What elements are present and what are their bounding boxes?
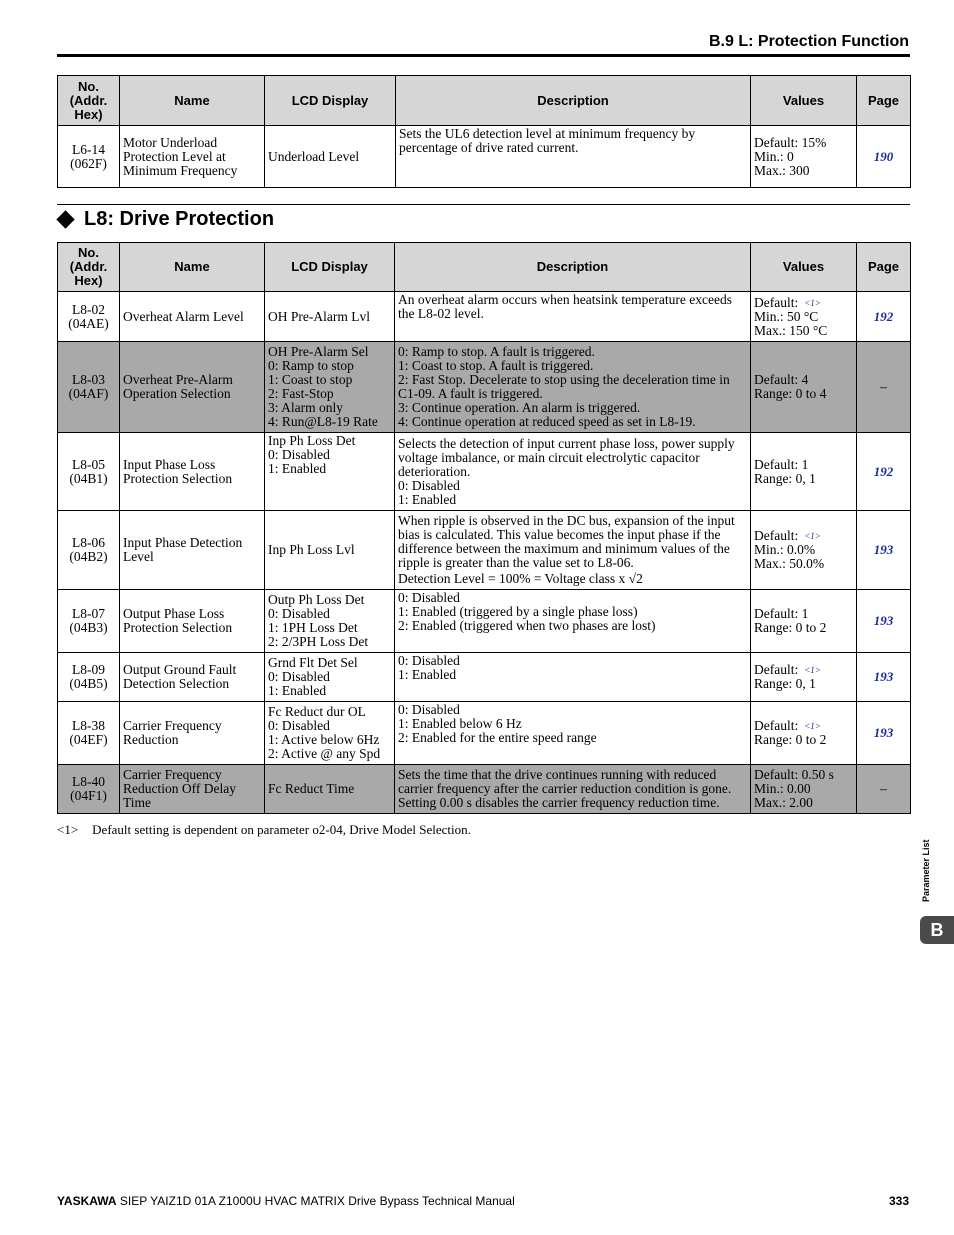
page-link[interactable]: 193	[857, 702, 911, 765]
footer-brand: YASKAWA	[57, 1194, 117, 1208]
page-cell: –	[857, 342, 911, 433]
param-name: Motor Underload Protection Level at Minimum Frequency	[120, 126, 265, 188]
footnote-text: Default setting is dependent on parameter o2-04, Drive Model Selection.	[92, 822, 471, 837]
param-number: L8-40 (04F1)	[58, 765, 120, 814]
param-lcd: Grnd Flt Det Sel 0: Disabled 1: Enabled	[265, 653, 395, 702]
diamond-icon	[56, 210, 74, 228]
col-values: Values	[751, 76, 857, 126]
table-header-row	[58, 243, 911, 292]
col-no: No. (Addr. Hex)	[58, 76, 120, 126]
footnote-mark: <1>	[57, 822, 79, 837]
param-number: L6-14 (062F)	[58, 126, 120, 188]
table-row	[58, 765, 911, 814]
table-row	[58, 342, 911, 433]
parameter-table-l6	[57, 75, 911, 188]
page-link[interactable]: 190	[857, 126, 911, 188]
param-lcd: OH Pre-Alarm Sel 0: Ramp to stop 1: Coast to stop 2: Fast-Stop 3: Alarm only 4: Run@L8-19 Rate	[265, 342, 395, 433]
page-link[interactable]: 193	[857, 590, 911, 653]
table-row	[58, 653, 911, 702]
col-name: Name	[120, 76, 265, 126]
col-lcd: LCD Display	[265, 76, 396, 126]
param-description: Sets the UL6 detection level at minimum frequency by percentage of drive rated current.	[396, 126, 751, 188]
section-rule	[57, 204, 910, 205]
param-description: 0: Disabled 1: Enabled below 6 Hz 2: Enabled for the entire speed range	[395, 702, 751, 765]
param-number: L8-05 (04B1)	[58, 433, 120, 511]
col-no: No. (Addr. Hex)	[58, 243, 120, 292]
section-title: L8: Drive Protection	[57, 208, 274, 231]
param-description: Sets the time that the drive continues running with reduced carrier frequency after the carrier reduction condition is gone. Setting 0.00 s disables the carrier frequency reduction time.	[395, 765, 751, 814]
footnote-ref[interactable]: <1>	[804, 531, 821, 541]
col-description: Description	[395, 243, 751, 292]
detection-formula: Detection Level = 100% = Voltage class x √2	[398, 571, 643, 586]
param-values: Default: $^{<1>}$ Range: 0, 1	[751, 653, 857, 702]
param-name: Carrier Frequency Reduction	[120, 702, 265, 765]
param-name: Output Ground Fault Detection Selection	[120, 653, 265, 702]
table-row	[58, 126, 911, 188]
col-page: Page	[857, 76, 911, 126]
param-values: Default: 0.50 s Min.: 0.00 Max.: 2.00	[751, 765, 857, 814]
footnote-ref[interactable]: <1>	[804, 665, 821, 675]
param-number: L8-06 (04B2)	[58, 511, 120, 590]
page-link[interactable]: 193	[857, 511, 911, 590]
footnote-ref[interactable]: <1>	[804, 297, 821, 308]
param-lcd: Fc Reduct dur OL 0: Disabled 1: Active below 6Hz 2: Active @ any Spd	[265, 702, 395, 765]
col-lcd: LCD Display	[265, 243, 395, 292]
param-number: L8-02 (04AE)	[58, 292, 120, 342]
param-description: 0: Disabled 1: Enabled	[395, 653, 751, 702]
param-lcd: Inp Ph Loss Det 0: Disabled 1: Enabled	[265, 433, 395, 511]
page-number: 333	[888, 1194, 909, 1208]
page-link[interactable]: 193	[857, 653, 911, 702]
page-link[interactable]: 192	[857, 433, 911, 511]
param-lcd: Underload Level	[265, 126, 396, 188]
param-name: Input Phase Loss Protection Selection	[120, 433, 265, 511]
footer-text: SIEP YAIZ1D 01A Z1000U HVAC MATRIX Drive Bypass Technical Manual	[119, 1194, 515, 1208]
footer	[57, 1194, 515, 1208]
param-description: 0: Disabled 1: Enabled (triggered by a single phase loss) 2: Enabled (triggered when two phases are lost)	[395, 590, 751, 653]
table-row	[58, 511, 911, 590]
param-name: Overheat Alarm Level	[120, 292, 265, 342]
param-name: Carrier Frequency Reduction Off Delay Time	[120, 765, 265, 814]
param-name: Overheat Pre-Alarm Operation Selection	[120, 342, 265, 433]
footnote-ref[interactable]: <1>	[804, 721, 821, 731]
col-values: Values	[751, 243, 857, 292]
param-values: Default: $^{<1>}$ Min.: 0.0% Max.: 50.0%	[751, 511, 857, 590]
param-values: Default: $^{<1>}$ Range: 0 to 2	[751, 702, 857, 765]
table-row	[58, 292, 911, 342]
parameter-table-l8	[57, 242, 911, 814]
col-description: Description	[396, 76, 751, 126]
param-values: Default: 15% Min.: 0 Max.: 300	[751, 126, 857, 188]
param-values: Default: 4 Range: 0 to 4	[751, 342, 857, 433]
param-description: Selects the detection of input current phase loss, power supply voltage imbalance, or main circuit electrolytic capacitor deterioration. 0: Disabled 1: Enabled	[395, 433, 751, 511]
table-header-row	[58, 76, 911, 126]
param-name: Output Phase Loss Protection Selection	[120, 590, 265, 653]
param-values: Default: $^{<1>}$ Min.: 50 °C Max.: 150 °C	[751, 292, 857, 342]
col-name: Name	[120, 243, 265, 292]
param-number: L8-38 (04EF)	[58, 702, 120, 765]
page-cell: –	[857, 765, 911, 814]
param-description: When ripple is observed in the DC bus, expansion of the input bias is calculated. This value becomes the input phase if the difference between the maximum and minimum values of the ripple is greater than the value set to L8-06. Detection Level = 100% = Voltage class x √2	[395, 511, 751, 590]
table-row	[58, 702, 911, 765]
col-page: Page	[857, 243, 911, 292]
param-lcd: Fc Reduct Time	[265, 765, 395, 814]
table-row	[58, 590, 911, 653]
header-rule	[57, 54, 910, 57]
footnote	[57, 822, 471, 838]
side-label: Parameter List	[921, 839, 931, 902]
page-link[interactable]: 192	[857, 292, 911, 342]
appendix-tab[interactable]: B	[920, 916, 954, 944]
param-lcd: Outp Ph Loss Det 0: Disabled 1: 1PH Loss Det 2: 2/3PH Loss Det	[265, 590, 395, 653]
param-number: L8-03 (04AF)	[58, 342, 120, 433]
param-values: Default: 1 Range: 0 to 2	[751, 590, 857, 653]
param-description: 0: Ramp to stop. A fault is triggered. 1: Coast to stop. A fault is triggered. 2: Fast Stop. Decelerate to stop using the deceleration time in C1-09. A fault is triggered. 3: Continue operation. An alarm is triggered. 4: Continue operation at reduced speed as set in L8-19.	[395, 342, 751, 433]
param-lcd: OH Pre-Alarm Lvl	[265, 292, 395, 342]
param-description: An overheat alarm occurs when heatsink temperature exceeds the L8-02 level.	[395, 292, 751, 342]
param-lcd: Inp Ph Loss Lvl	[265, 511, 395, 590]
param-values: Default: 1 Range: 0, 1	[751, 433, 857, 511]
param-number: L8-07 (04B3)	[58, 590, 120, 653]
param-number: L8-09 (04B5)	[58, 653, 120, 702]
table-row	[58, 433, 911, 511]
section-header: B.9 L: Protection Function	[709, 33, 909, 50]
param-name: Input Phase Detection Level	[120, 511, 265, 590]
